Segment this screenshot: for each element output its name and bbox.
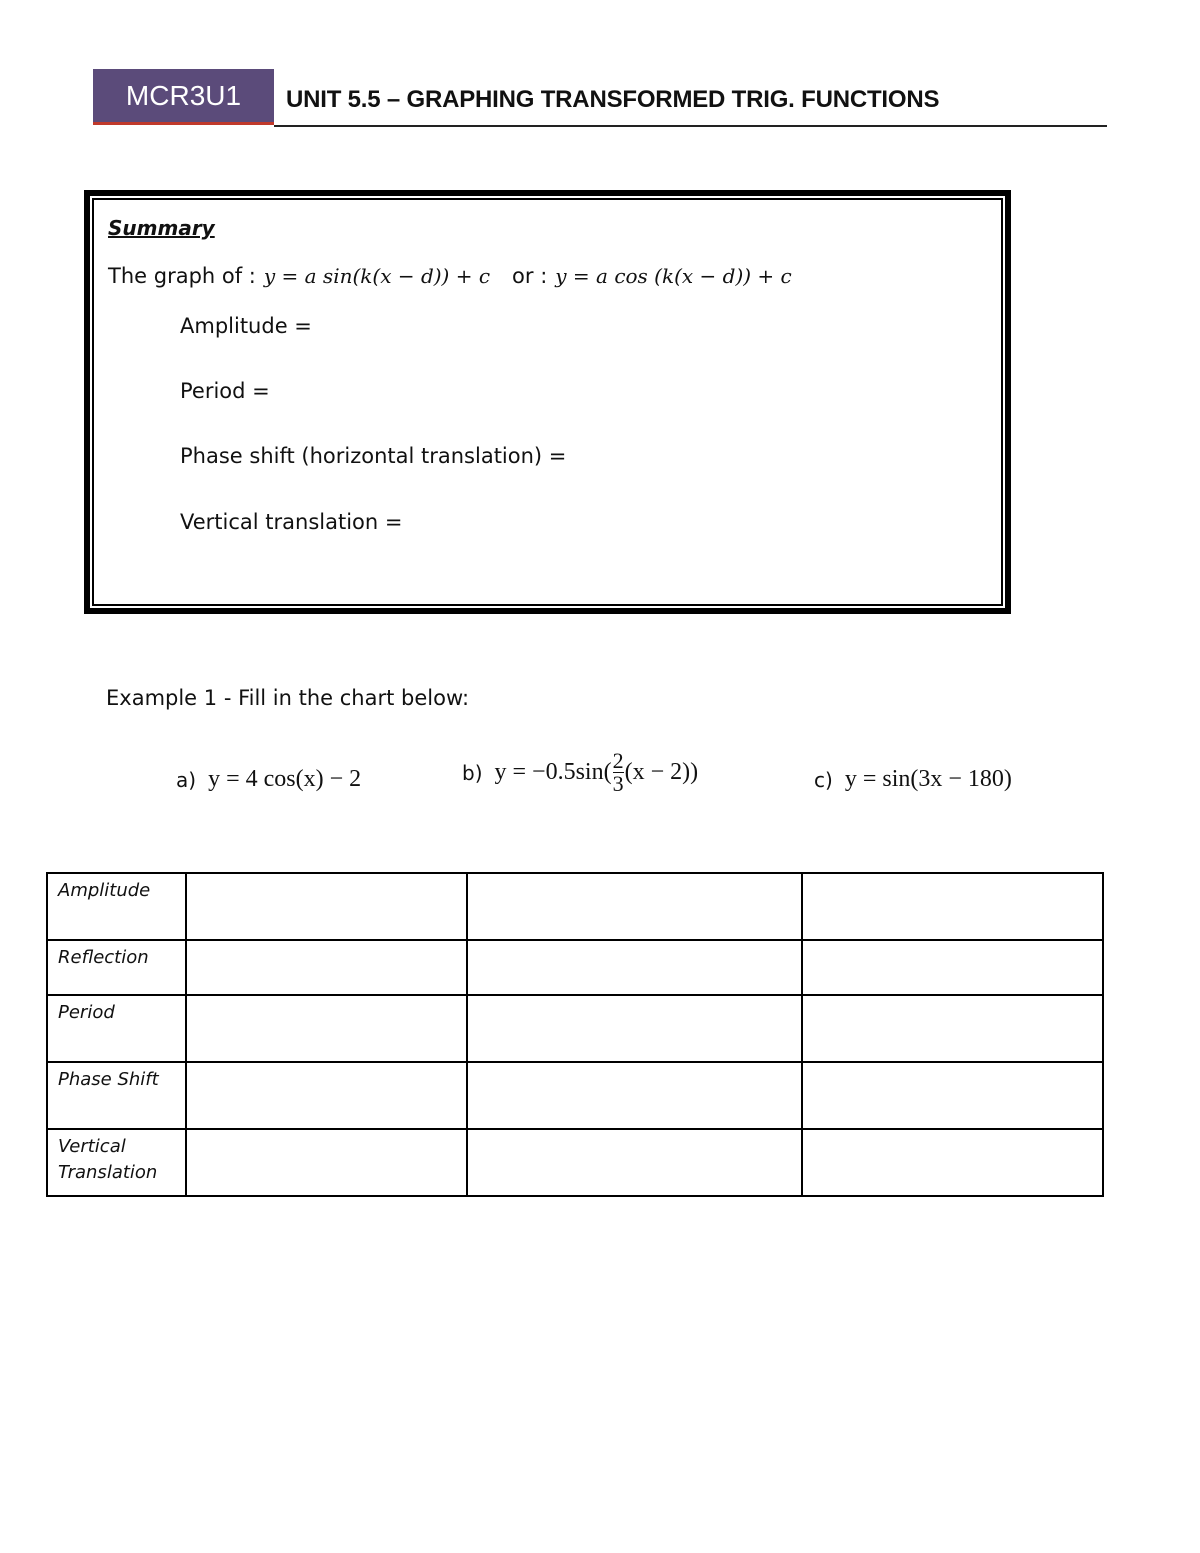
cell-reflection-a[interactable] [186, 940, 467, 995]
header-divider [274, 125, 1107, 127]
summary-box [84, 190, 1011, 614]
sin-formula: y = a sin(k(x − d)) + c [263, 264, 491, 288]
equation-b-suffix: (x − 2)) [624, 759, 699, 785]
table-row [47, 995, 1103, 1062]
cell-amplitude-b[interactable] [467, 873, 802, 940]
summary-inner-border [92, 198, 1003, 606]
equation-b [462, 750, 698, 795]
cell-phase-shift-c[interactable] [802, 1062, 1103, 1129]
equation-b-label: b) [462, 760, 483, 785]
row-label-vertical-translation: Vertical Translation [47, 1129, 186, 1196]
cos-formula: y = a cos (k(x − d)) + c [555, 264, 792, 288]
table-row [47, 873, 1103, 940]
cell-period-a[interactable] [186, 995, 467, 1062]
cell-vertical-translation-b[interactable] [467, 1129, 802, 1196]
row-label-phase-shift: Phase Shift [47, 1062, 186, 1129]
example-heading: Example 1 - Fill in the chart below: [106, 686, 470, 710]
or-label: or : [512, 264, 548, 288]
row-label-reflection: Reflection [47, 940, 186, 995]
equation-c [814, 766, 1012, 793]
equation-b-fraction [613, 750, 624, 795]
fraction-numerator: 2 [612, 748, 624, 773]
cell-amplitude-a[interactable] [186, 873, 467, 940]
cell-phase-shift-a[interactable] [186, 1062, 467, 1129]
graph-prefix: The graph of : [108, 264, 256, 288]
equation-a-label: a) [176, 767, 197, 792]
course-code-badge: MCR3U1 [93, 69, 274, 125]
cell-phase-shift-b[interactable] [467, 1062, 802, 1129]
row-label-period: Period [47, 995, 186, 1062]
fill-in-chart [46, 872, 1104, 1197]
table-row [47, 1062, 1103, 1129]
equation-c-label: c) [814, 767, 833, 792]
cell-reflection-c[interactable] [802, 940, 1103, 995]
equation-a-text: y = 4 cos(x) − 2 [208, 766, 362, 792]
table-row [47, 1129, 1103, 1196]
table-row [47, 940, 1103, 995]
equation-a [176, 766, 361, 793]
summary-period: Period = [180, 379, 270, 403]
cell-amplitude-c[interactable] [802, 873, 1103, 940]
summary-phase-shift: Phase shift (horizontal translation) = [180, 444, 567, 468]
row-label-amplitude: Amplitude [47, 873, 186, 940]
cell-reflection-b[interactable] [467, 940, 802, 995]
equation-b-prefix: y = −0.5sin( [494, 759, 612, 785]
equation-c-text: y = sin(3x − 180) [844, 766, 1012, 792]
fraction-denominator: 3 [612, 771, 624, 796]
summary-amplitude: Amplitude = [180, 314, 312, 338]
summary-vertical-translation: Vertical translation = [180, 510, 403, 534]
cell-period-b[interactable] [467, 995, 802, 1062]
summary-heading: Summary [108, 216, 215, 240]
cell-period-c[interactable] [802, 995, 1103, 1062]
general-formula-line [108, 264, 792, 288]
cell-vertical-translation-a[interactable] [186, 1129, 467, 1196]
unit-title: UNIT 5.5 – GRAPHING TRANSFORMED TRIG. FUNCTIONS [286, 86, 940, 113]
cell-vertical-translation-c[interactable] [802, 1129, 1103, 1196]
